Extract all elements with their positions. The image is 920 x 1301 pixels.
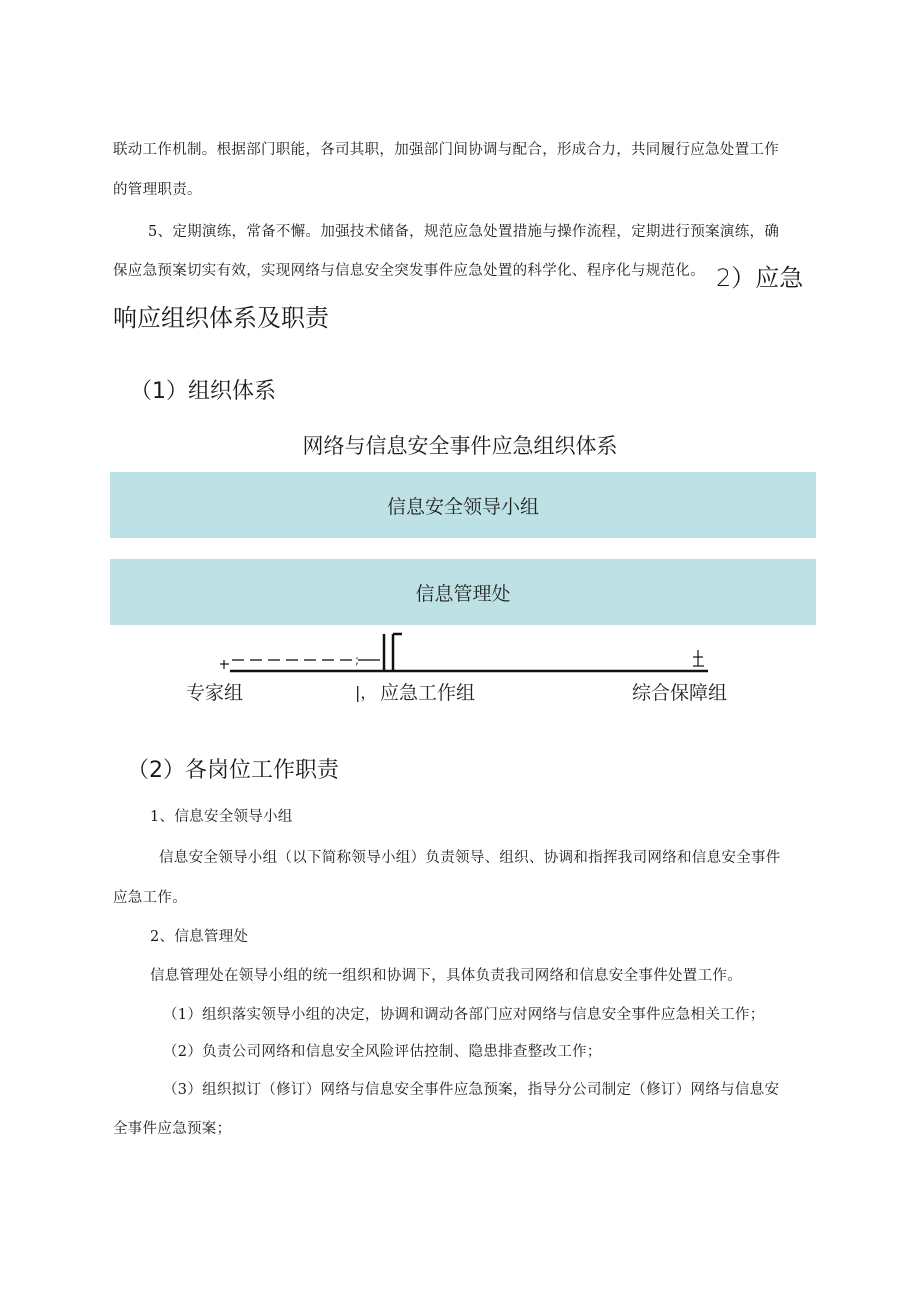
duty-heading: 1、信息安全领导小组 — [150, 809, 293, 825]
section-heading: 响应组织体系及职责 — [113, 304, 329, 332]
paragraph-line: 信息管理处在领导小组的统一组织和协调下，具体负责我司网络和信息安全事件处置工作。 — [150, 968, 742, 984]
paragraph-line: 应急工作。 — [113, 890, 187, 906]
leadership-group-box — [110, 472, 816, 538]
connector-lines — [0, 630, 920, 680]
diagram-title: 网络与信息安全事件应急组织体系 — [302, 434, 618, 458]
section-heading: 2）应急 — [716, 264, 804, 292]
node-mark: |， — [355, 683, 377, 702]
svg-text:;: ; — [355, 653, 360, 667]
subsection-heading: （2）各岗位工作职责 — [127, 758, 339, 783]
paragraph-line: 的管理职责。 — [113, 182, 202, 198]
support-group-node: 综合保障组 — [632, 682, 728, 704]
box-label: 信息安全领导小组 — [386, 495, 539, 518]
emergency-group-node: 应急工作组 — [380, 682, 476, 704]
duty-item: （3）组织拟订（修订）网络与信息安全事件应急预案，指导分公司制定（修订）网络与信息安 — [163, 1082, 780, 1098]
duty-item: （2）负责公司网络和信息安全风险评估控制、隐患排查整改工作； — [163, 1044, 602, 1060]
subsection-heading: （1）组织体系 — [130, 379, 276, 404]
paragraph-line: 信息安全领导小组（以下简称领导小组）负责领导、组织、协调和指挥我司网络和信息安全事件 — [159, 850, 781, 866]
duty-item: 全事件应急预案； — [113, 1121, 232, 1137]
paragraph-line: 保应急预案切实有效，实现网络与信息安全突发事件应急处置的科学化、程序化与规范化。 — [113, 263, 705, 279]
info-management-box — [110, 559, 816, 625]
paragraph-line: 5、定期演练，常备不懈。加强技术储备，规范应急处置措施与操作流程，定期进行预案演练，确 — [148, 224, 780, 240]
duty-item: （1）组织落实领导小组的决定，协调和调动各部门应对网络与信息安全事件应急相关工作； — [163, 1007, 765, 1023]
paragraph-line: 联动工作机制。根据部门职能，各司其职，加强部门间协调与配合，形成合力，共同履行应急处置工作 — [113, 142, 779, 158]
expert-group-node: 专家组 — [186, 682, 244, 704]
duty-heading: 2、信息管理处 — [150, 929, 249, 945]
box-label: 信息管理处 — [415, 582, 511, 605]
